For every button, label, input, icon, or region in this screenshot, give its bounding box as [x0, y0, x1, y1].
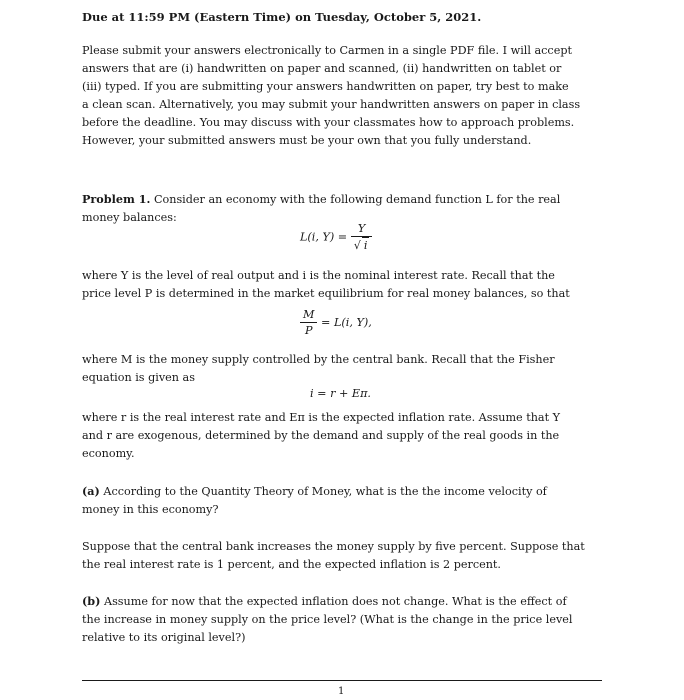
- page-number: 1: [338, 686, 345, 697]
- equation-money-market: [300, 308, 372, 338]
- paragraph-money-supply: where M is the money supply controlled by the central bank. Recall that the Fisher equation is given as: [82, 353, 555, 384]
- part-a-question: (a) According to the Quantity Theory of Money, what is the the income velocity of money in this economy?: [82, 484, 547, 516]
- instruction-line: Please submit your answers electronically to Carmen in a single PDF file. I will accept: [82, 44, 572, 57]
- instruction-line: answers that are (i) handwritten on paper and scanned, (ii) handwritten on tablet or: [82, 62, 562, 75]
- eq2-fraction: [300, 308, 317, 338]
- eq2-rhs: = L(i, Y),: [321, 316, 372, 329]
- equation-demand-function: [300, 222, 372, 253]
- part-a-label: (a): [82, 484, 100, 498]
- instruction-line: a clean scan. Alternatively, you may submit your handwritten answers on paper in class: [82, 98, 581, 111]
- problem-intro-text: Consider an economy with the following demand function L for the real: [153, 193, 561, 206]
- equation-fisher: i = r + Eπ.: [310, 387, 371, 400]
- eq1-denominator: i: [363, 239, 368, 252]
- due-date-heading: Due at 11:59 PM (Eastern Time) on Tuesday, October 5, 2021.: [82, 10, 482, 24]
- eq1-lhs: L(i, Y) =: [300, 230, 348, 244]
- sqrt-symbol: √: [353, 239, 361, 252]
- problem-intro-text-cont: money balances:: [82, 211, 177, 224]
- instruction-line: before the deadline. You may discuss with your classmates how to approach problems.: [82, 116, 575, 129]
- problem-label: Problem 1.: [82, 192, 151, 206]
- footer-divider: [82, 680, 602, 681]
- submission-instructions: [82, 42, 602, 150]
- paragraph-output-interest: where Y is the level of real output and i is the nominal interest rate. Recall that the price level P is determined in the market equilibrium for real money balances, so that: [82, 269, 570, 300]
- part-b-label: (b): [82, 594, 101, 608]
- scenario-paragraph: Suppose that the central bank increases the money supply by five percent. Suppose that the real interest rate is 1 percent, and the expected inflation is 2 percent.: [82, 540, 585, 571]
- part-b-question: (b) Assume for now that the expected inflation does not change. What is the effect of the increase in money supply on the price level? (What is the change in the price level relative to its original level?): [82, 594, 573, 644]
- instruction-line: (iii) typed. If you are submitting your answers handwritten on paper, try best to make: [82, 80, 569, 93]
- eq1-numerator: Y: [351, 222, 373, 237]
- eq1-fraction: [351, 222, 373, 253]
- eq2-numerator: M: [300, 308, 317, 323]
- eq2-denominator: P: [304, 324, 313, 337]
- paragraph-assumptions: where r is the real interest rate and Eπ is the expected inflation rate. Assume that Y and r are exogenous, determined by the demand and supply of the real goods in the economy.: [82, 411, 561, 460]
- instruction-line: However, your submitted answers must be your own that you fully understand.: [82, 134, 532, 147]
